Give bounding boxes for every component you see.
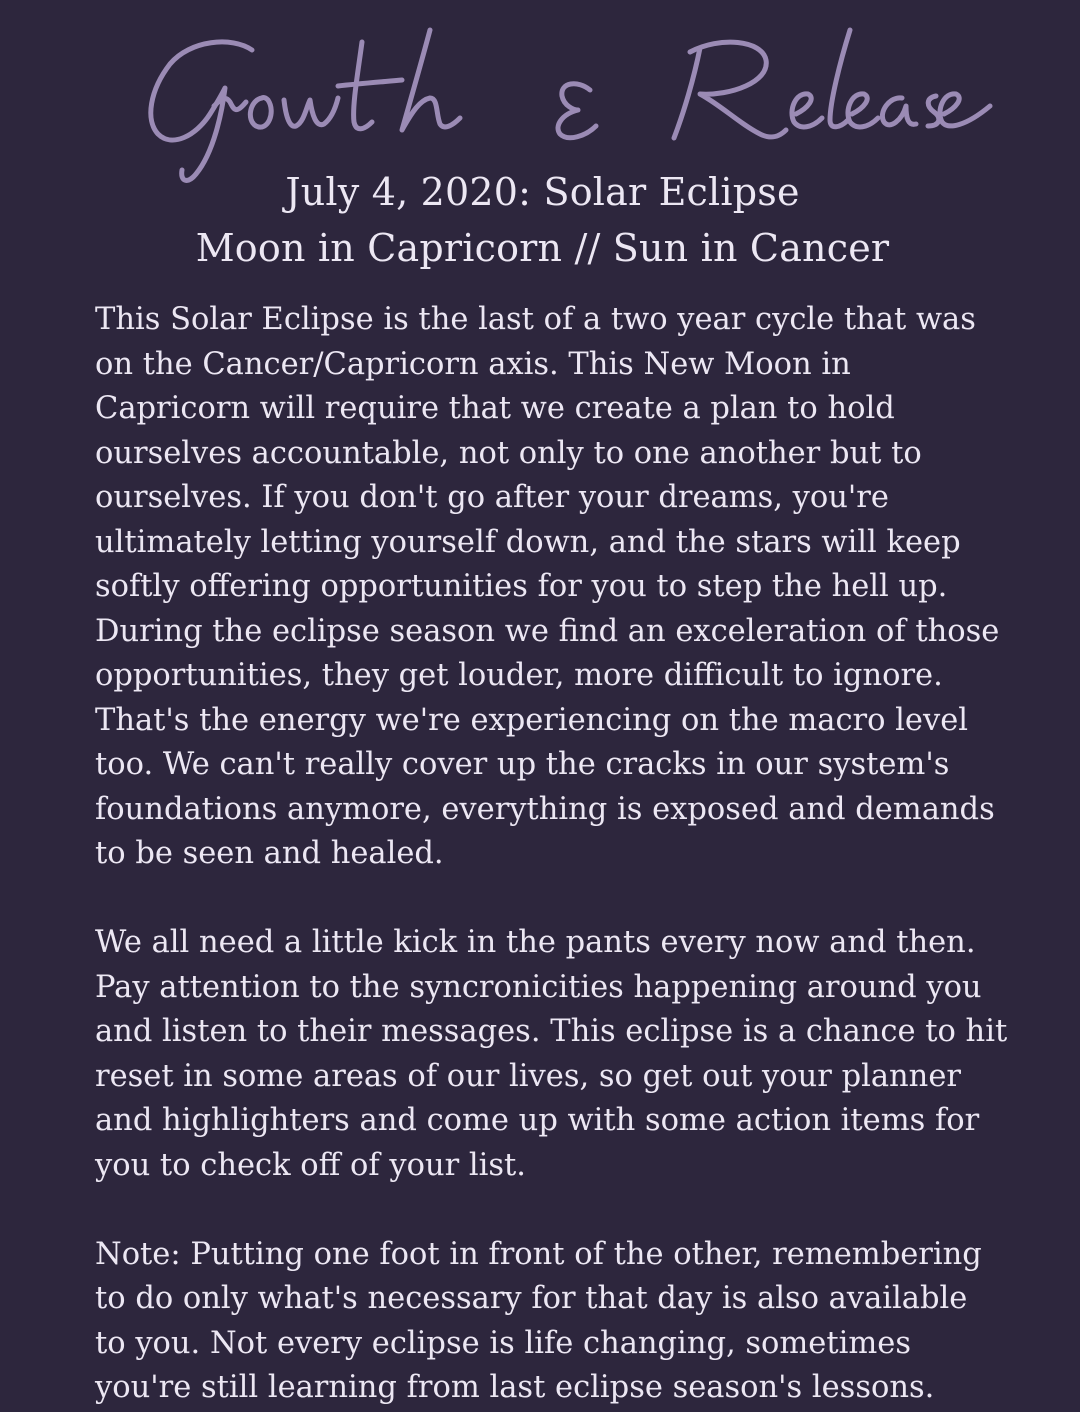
article-body [95,298,1055,1411]
script-title [0,2,1080,192]
eclipse-date-heading: July 4, 2020: Solar Eclipse [285,170,800,214]
paragraph-1-line: During the eclipse season we find an exceleration of those [95,613,1000,649]
paragraph-2-line: and listen to their messages. This eclipse is a chance to hit [95,1014,1008,1049]
paragraph-1-line: on the Cancer/Capricorn axis. This New Moon in [95,346,851,382]
paragraph-2-line: you to check off of your list. [95,1147,526,1183]
paragraph-2-line: and highlighters and come up with some action items for [95,1103,980,1138]
paragraph-1-line: softly offering opportunities for you to step the hell up. [95,569,948,604]
paragraph-1-line: to be seen and healed. [95,836,444,871]
paragraph-1-line: ourselves accountable, not only to one another but to [95,435,922,471]
paragraph-2-line: reset in some areas of our lives, so get out your planner [95,1058,961,1094]
paragraph-3-line: Note: Putting one foot in front of the other, remembering [95,1236,982,1272]
moon-sun-heading: Moon in Capricorn // Sun in Cancer [195,226,890,270]
paragraph-1-line: opportunities, they get louder, more difficult to ignore. [95,658,943,693]
paragraph-2-line: We all need a little kick in the pants every now and then. [95,925,976,960]
paragraph-3-line: you're still learning from last eclipse season's lessons. [95,1370,935,1405]
paragraph-1-line: This Solar Eclipse is the last of a two year cycle that was [95,302,976,337]
paragraph-1-line: That's the energy we're experiencing on the macro level [95,702,969,738]
paragraph-3-line: to do only what's necessary for that day is also available [95,1281,968,1316]
paragraph-gap [95,877,1055,922]
paragraph-1-line: foundations anymore, everything is exposed and demands [95,791,995,827]
paragraph-1-line: ourselves. If you don't go after your dreams, you're [95,480,889,515]
paragraph-3-line: to you. Not every eclipse is life changing, sometimes [95,1325,911,1361]
paragraph-gap [95,1188,1055,1233]
paragraph-1-line: ultimately letting yourself down, and the stars will keep [95,524,961,560]
script-title-lettering [0,2,1080,192]
paragraph-2-line: Pay attention to the syncronicities happening around you [95,969,982,1005]
paragraph-1-line: Capricorn will require that we create a plan to hold [95,391,895,426]
paragraph-1-line: too. We can't really cover up the cracks in our system's [95,747,950,782]
